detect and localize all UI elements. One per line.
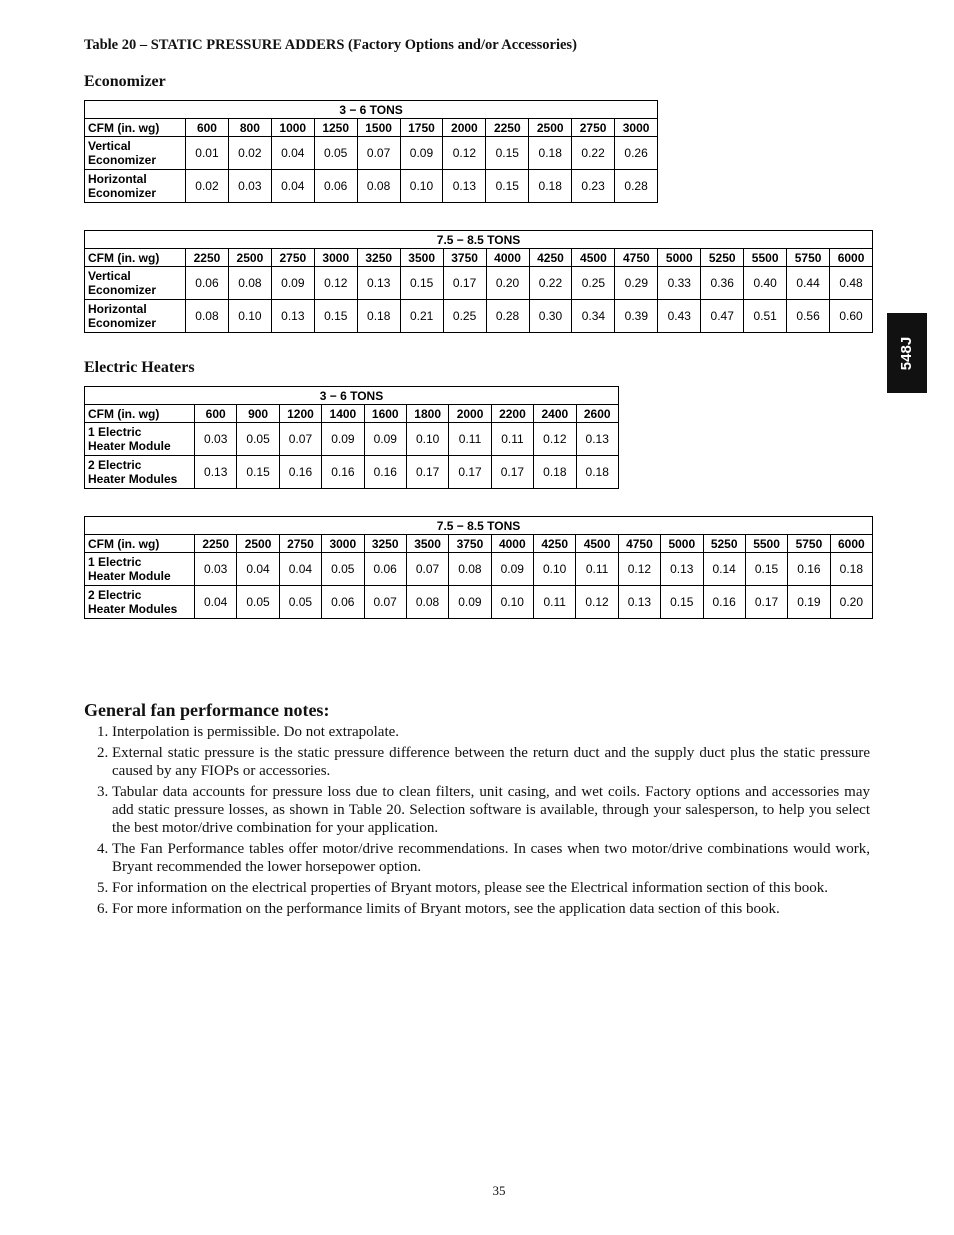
pressure-value-cell: 0.25 xyxy=(572,267,615,300)
table-caption: Table 20 – STATIC PRESSURE ADDERS (Factory Options and/or Accessories) xyxy=(84,37,577,53)
pressure-value-cell: 0.36 xyxy=(701,267,744,300)
pressure-value-cell: 0.12 xyxy=(618,553,660,586)
tonnage-band-header: 7.5 − 8.5 TONS xyxy=(85,231,873,249)
pressure-value-cell: 0.47 xyxy=(701,300,744,333)
pressure-value-cell: 0.51 xyxy=(744,300,787,333)
cfm-column-header: 5750 xyxy=(788,535,830,553)
pressure-value-cell: 0.25 xyxy=(443,300,486,333)
cfm-row-label: CFM (in. wg) xyxy=(85,405,195,423)
pressure-value-cell: 0.13 xyxy=(195,456,237,489)
pressure-value-cell: 0.03 xyxy=(195,423,237,456)
row-label: Horizontal Economizer xyxy=(85,300,186,333)
pressure-value-cell: 0.08 xyxy=(406,586,448,619)
pressure-value-cell: 0.15 xyxy=(486,137,529,170)
pressure-value-cell: 0.08 xyxy=(228,267,271,300)
pressure-value-cell: 0.17 xyxy=(745,586,787,619)
pressure-value-cell: 0.30 xyxy=(529,300,572,333)
cfm-column-header: 3000 xyxy=(314,249,357,267)
cfm-column-header: 4250 xyxy=(529,249,572,267)
pressure-value-cell: 0.13 xyxy=(661,553,703,586)
cfm-column-header: 2750 xyxy=(572,119,615,137)
pressure-value-cell: 0.06 xyxy=(186,267,229,300)
pressure-value-cell: 0.06 xyxy=(364,553,406,586)
table-row xyxy=(85,300,873,333)
cfm-row-label: CFM (in. wg) xyxy=(85,119,186,137)
cfm-column-header: 600 xyxy=(195,405,237,423)
cfm-column-header: 6000 xyxy=(830,249,873,267)
pressure-value-cell: 0.39 xyxy=(615,300,658,333)
row-label: 2 Electric Heater Modules xyxy=(85,456,195,489)
cfm-column-header: 1600 xyxy=(364,405,406,423)
cfm-column-header: 1800 xyxy=(406,405,448,423)
row-label: Vertical Economizer xyxy=(85,267,186,300)
cfm-column-header: 3000 xyxy=(322,535,364,553)
cfm-column-header: 1200 xyxy=(279,405,321,423)
pressure-value-cell: 0.13 xyxy=(443,170,486,203)
pressure-value-cell: 0.15 xyxy=(314,300,357,333)
pressure-value-cell: 0.06 xyxy=(314,170,357,203)
cfm-column-header: 2500 xyxy=(529,119,572,137)
electric-heaters-heading: Electric Heaters xyxy=(84,359,195,376)
cfm-column-header: 4750 xyxy=(615,249,658,267)
pressure-value-cell: 0.07 xyxy=(279,423,321,456)
pressure-value-cell: 0.04 xyxy=(279,553,321,586)
pressure-value-cell: 0.04 xyxy=(195,586,237,619)
cfm-column-header: 3500 xyxy=(400,249,443,267)
pressure-value-cell: 0.34 xyxy=(572,300,615,333)
pressure-value-cell: 0.09 xyxy=(491,553,533,586)
economizer-heading: Economizer xyxy=(84,73,166,90)
pressure-value-cell: 0.56 xyxy=(787,300,830,333)
cfm-column-header: 2250 xyxy=(186,249,229,267)
pressure-value-cell: 0.17 xyxy=(443,267,486,300)
pressure-value-cell: 0.09 xyxy=(322,423,364,456)
cfm-column-header: 5000 xyxy=(661,535,703,553)
row-label: Vertical Economizer xyxy=(85,137,186,170)
note-item: 6. For more information on the performance limits of Bryant motors, see the application data section of this book. xyxy=(112,900,870,918)
cfm-column-header: 2500 xyxy=(228,249,271,267)
pressure-value-cell: 0.10 xyxy=(228,300,271,333)
pressure-value-cell: 0.18 xyxy=(357,300,400,333)
pressure-value-cell: 0.02 xyxy=(228,137,271,170)
pressure-value-cell: 0.10 xyxy=(400,170,443,203)
pressure-value-cell: 0.15 xyxy=(237,456,279,489)
cfm-column-header: 3500 xyxy=(406,535,448,553)
row-label: 2 Electric Heater Modules xyxy=(85,586,195,619)
pressure-value-cell: 0.07 xyxy=(364,586,406,619)
pressure-value-cell: 0.11 xyxy=(576,553,618,586)
pressure-value-cell: 0.16 xyxy=(364,456,406,489)
cfm-column-header: 1000 xyxy=(271,119,314,137)
note-item: 4. The Fan Performance tables offer motor/drive recommendations. In cases when two motor/drive combinations would work, Bryant recommended the lower horsepower option. xyxy=(112,840,870,876)
pressure-value-cell: 0.15 xyxy=(486,170,529,203)
model-side-tab xyxy=(887,313,927,393)
pressure-value-cell: 0.04 xyxy=(271,170,314,203)
cfm-column-header: 6000 xyxy=(830,535,872,553)
row-label: Horizontal Economizer xyxy=(85,170,186,203)
pressure-value-cell: 0.48 xyxy=(830,267,873,300)
pressure-value-cell: 0.22 xyxy=(529,267,572,300)
row-label: 1 Electric Heater Module xyxy=(85,423,195,456)
cfm-column-header: 2250 xyxy=(195,535,237,553)
pressure-value-cell: 0.12 xyxy=(534,423,576,456)
pressure-value-cell: 0.60 xyxy=(830,300,873,333)
cfm-column-header: 2000 xyxy=(443,119,486,137)
pressure-value-cell: 0.18 xyxy=(529,170,572,203)
pressure-value-cell: 0.08 xyxy=(449,553,491,586)
pressure-value-cell: 0.20 xyxy=(830,586,872,619)
note-item: 5. For information on the electrical properties of Bryant motors, please see the Electrical information section of this book. xyxy=(112,879,870,897)
electric-heaters-7-5-8-5-tons-table xyxy=(84,516,873,619)
pressure-value-cell: 0.11 xyxy=(491,423,533,456)
cfm-column-header: 5250 xyxy=(701,249,744,267)
pressure-value-cell: 0.09 xyxy=(364,423,406,456)
cfm-column-header: 3750 xyxy=(449,535,491,553)
pressure-value-cell: 0.11 xyxy=(449,423,491,456)
cfm-column-header: 2200 xyxy=(491,405,533,423)
pressure-value-cell: 0.28 xyxy=(486,300,529,333)
pressure-value-cell: 0.11 xyxy=(534,586,576,619)
pressure-value-cell: 0.13 xyxy=(357,267,400,300)
pressure-value-cell: 0.18 xyxy=(576,456,618,489)
pressure-value-cell: 0.19 xyxy=(788,586,830,619)
electric-heaters-3-6-tons-table xyxy=(84,386,619,489)
cfm-column-header: 1400 xyxy=(322,405,364,423)
cfm-column-header: 2500 xyxy=(237,535,279,553)
pressure-value-cell: 0.18 xyxy=(529,137,572,170)
pressure-value-cell: 0.29 xyxy=(615,267,658,300)
cfm-column-header: 5000 xyxy=(658,249,701,267)
cfm-column-header: 3000 xyxy=(615,119,658,137)
pressure-value-cell: 0.22 xyxy=(572,137,615,170)
cfm-column-header: 5750 xyxy=(787,249,830,267)
pressure-value-cell: 0.09 xyxy=(271,267,314,300)
pressure-value-cell: 0.06 xyxy=(322,586,364,619)
table-row xyxy=(85,423,619,456)
cfm-column-header: 600 xyxy=(186,119,229,137)
pressure-value-cell: 0.15 xyxy=(745,553,787,586)
pressure-value-cell: 0.16 xyxy=(322,456,364,489)
pressure-value-cell: 0.04 xyxy=(237,553,279,586)
tonnage-band-header: 3 − 6 TONS xyxy=(85,101,658,119)
cfm-column-header: 3250 xyxy=(357,249,400,267)
pressure-value-cell: 0.02 xyxy=(186,170,229,203)
cfm-column-header: 4500 xyxy=(572,249,615,267)
cfm-column-header: 4500 xyxy=(576,535,618,553)
pressure-value-cell: 0.18 xyxy=(830,553,872,586)
tonnage-band-header: 3 − 6 TONS xyxy=(85,387,619,405)
pressure-value-cell: 0.08 xyxy=(186,300,229,333)
pressure-value-cell: 0.10 xyxy=(534,553,576,586)
cfm-column-header: 2750 xyxy=(271,249,314,267)
pressure-value-cell: 0.17 xyxy=(491,456,533,489)
pressure-value-cell: 0.05 xyxy=(322,553,364,586)
pressure-value-cell: 0.08 xyxy=(357,170,400,203)
pressure-value-cell: 0.13 xyxy=(576,423,618,456)
table-row xyxy=(85,267,873,300)
pressure-value-cell: 0.09 xyxy=(449,586,491,619)
table-row xyxy=(85,553,873,586)
pressure-value-cell: 0.20 xyxy=(486,267,529,300)
pressure-value-cell: 0.05 xyxy=(314,137,357,170)
table-row xyxy=(85,586,873,619)
pressure-value-cell: 0.07 xyxy=(357,137,400,170)
pressure-value-cell: 0.07 xyxy=(406,553,448,586)
notes-list xyxy=(84,723,870,921)
pressure-value-cell: 0.01 xyxy=(186,137,229,170)
table-row xyxy=(85,137,658,170)
row-label: 1 Electric Heater Module xyxy=(85,553,195,586)
pressure-value-cell: 0.14 xyxy=(703,553,745,586)
pressure-value-cell: 0.23 xyxy=(572,170,615,203)
model-side-tab-label: 548J xyxy=(898,336,916,370)
pressure-value-cell: 0.17 xyxy=(449,456,491,489)
cfm-column-header: 4000 xyxy=(486,249,529,267)
pressure-value-cell: 0.15 xyxy=(400,267,443,300)
tonnage-band-header: 7.5 − 8.5 TONS xyxy=(85,517,873,535)
pressure-value-cell: 0.09 xyxy=(400,137,443,170)
pressure-value-cell: 0.13 xyxy=(271,300,314,333)
pressure-value-cell: 0.21 xyxy=(400,300,443,333)
cfm-column-header: 2750 xyxy=(279,535,321,553)
pressure-value-cell: 0.12 xyxy=(443,137,486,170)
pressure-value-cell: 0.16 xyxy=(788,553,830,586)
pressure-value-cell: 0.04 xyxy=(271,137,314,170)
cfm-column-header: 1250 xyxy=(314,119,357,137)
pressure-value-cell: 0.03 xyxy=(228,170,271,203)
notes-title: General fan performance notes: xyxy=(84,700,330,720)
page-number: 35 xyxy=(492,1183,506,1198)
pressure-value-cell: 0.05 xyxy=(279,586,321,619)
pressure-value-cell: 0.18 xyxy=(534,456,576,489)
table-row xyxy=(85,170,658,203)
pressure-value-cell: 0.40 xyxy=(744,267,787,300)
economizer-3-6-tons-table xyxy=(84,100,658,203)
pressure-value-cell: 0.15 xyxy=(661,586,703,619)
cfm-column-header: 2600 xyxy=(576,405,618,423)
pressure-value-cell: 0.13 xyxy=(618,586,660,619)
economizer-7-5-8-5-tons-table xyxy=(84,230,873,333)
pressure-value-cell: 0.03 xyxy=(195,553,237,586)
cfm-column-header: 2000 xyxy=(449,405,491,423)
pressure-value-cell: 0.44 xyxy=(787,267,830,300)
pressure-value-cell: 0.17 xyxy=(406,456,448,489)
pressure-value-cell: 0.12 xyxy=(576,586,618,619)
pressure-value-cell: 0.26 xyxy=(615,137,658,170)
pressure-value-cell: 0.10 xyxy=(406,423,448,456)
table-row xyxy=(85,456,619,489)
pressure-value-cell: 0.12 xyxy=(314,267,357,300)
cfm-row-label: CFM (in. wg) xyxy=(85,535,195,553)
cfm-column-header: 4250 xyxy=(534,535,576,553)
cfm-column-header: 4750 xyxy=(618,535,660,553)
cfm-column-header: 5250 xyxy=(703,535,745,553)
cfm-column-header: 1750 xyxy=(400,119,443,137)
pressure-value-cell: 0.33 xyxy=(658,267,701,300)
cfm-column-header: 800 xyxy=(228,119,271,137)
pressure-value-cell: 0.05 xyxy=(237,586,279,619)
cfm-column-header: 3250 xyxy=(364,535,406,553)
cfm-column-header: 4000 xyxy=(491,535,533,553)
cfm-row-label: CFM (in. wg) xyxy=(85,249,186,267)
pressure-value-cell: 0.16 xyxy=(279,456,321,489)
pressure-value-cell: 0.28 xyxy=(615,170,658,203)
pressure-value-cell: 0.05 xyxy=(237,423,279,456)
cfm-column-header: 5500 xyxy=(745,535,787,553)
note-item: 1. Interpolation is permissible. Do not extrapolate. xyxy=(112,723,870,741)
note-item: 3. Tabular data accounts for pressure loss due to clean filters, unit casing, and wet coils. Factory options and accessories may add static pressure losses, as shown in Table 20. Selection software is available, through your salesperson, to help you select the best motor/drive combination for your application. xyxy=(112,783,870,837)
pressure-value-cell: 0.43 xyxy=(658,300,701,333)
cfm-column-header: 900 xyxy=(237,405,279,423)
cfm-column-header: 2400 xyxy=(534,405,576,423)
note-item: 2. External static pressure is the static pressure difference between the return duct and the supply duct plus the static pressure caused by any FIOPs or accessories. xyxy=(112,744,870,780)
pressure-value-cell: 0.10 xyxy=(491,586,533,619)
cfm-column-header: 5500 xyxy=(744,249,787,267)
cfm-column-header: 2250 xyxy=(486,119,529,137)
cfm-column-header: 3750 xyxy=(443,249,486,267)
cfm-column-header: 1500 xyxy=(357,119,400,137)
pressure-value-cell: 0.16 xyxy=(703,586,745,619)
